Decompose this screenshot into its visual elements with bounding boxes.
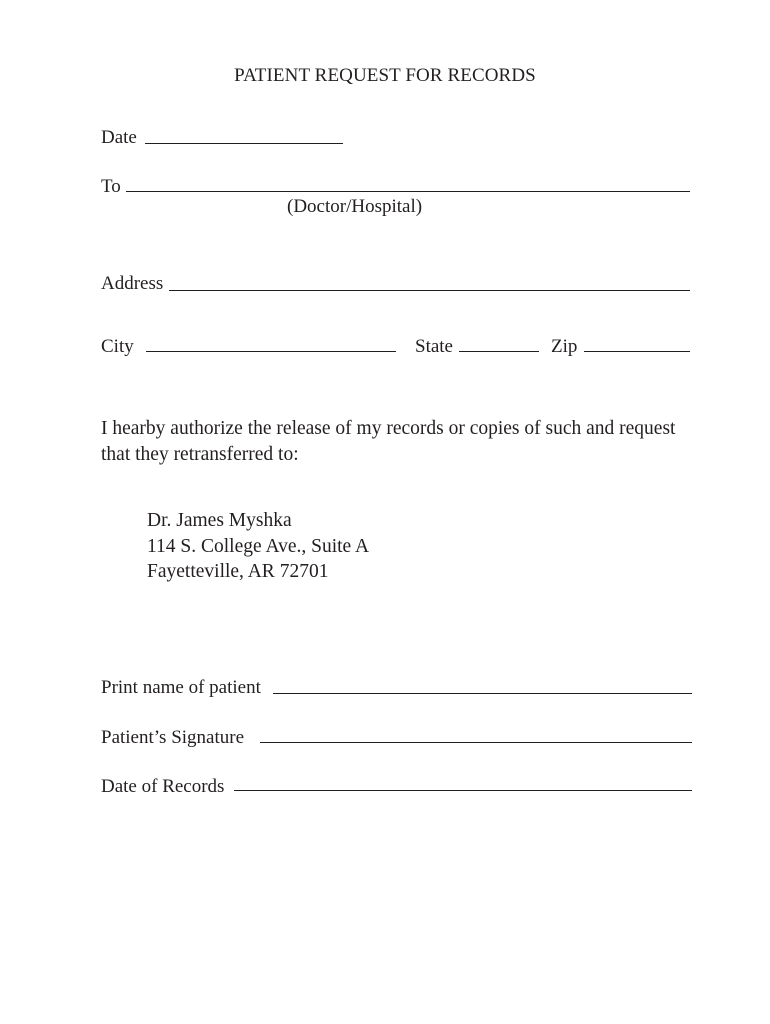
date-of-records-underline bbox=[234, 790, 692, 791]
date-of-records-label: Date of Records bbox=[101, 776, 225, 797]
recipient-street: 114 S. College Ave., Suite A bbox=[147, 535, 370, 557]
signature-underline bbox=[260, 742, 692, 743]
authorization-paragraph bbox=[101, 416, 701, 468]
city-label: City bbox=[101, 336, 134, 357]
authorization-line-2: that they retransferred to: bbox=[101, 444, 299, 465]
zip-field[interactable] bbox=[584, 330, 690, 352]
signature-label: Patient’s Signature bbox=[101, 727, 245, 748]
to-label: To bbox=[101, 176, 121, 197]
print-name-label: Print name of patient bbox=[101, 677, 261, 698]
to-caption: (Doctor/Hospital) bbox=[287, 196, 423, 217]
state-label: State bbox=[415, 336, 453, 357]
signature-field[interactable] bbox=[260, 721, 692, 743]
date-of-records-field[interactable] bbox=[234, 770, 692, 792]
to-field[interactable] bbox=[126, 170, 690, 192]
zip-label: Zip bbox=[551, 336, 578, 357]
city-underline bbox=[146, 351, 396, 352]
address-underline bbox=[169, 290, 690, 291]
recipient-city-state-zip: Fayetteville, AR 72701 bbox=[147, 561, 329, 582]
address-label: Address bbox=[101, 273, 164, 294]
zip-underline bbox=[584, 351, 690, 352]
print-name-underline bbox=[273, 693, 692, 694]
date-label: Date bbox=[101, 127, 137, 148]
authorization-line-1: I hearby authorize the release of my records or copies of such and request bbox=[101, 418, 676, 439]
document-title: PATIENT REQUEST FOR RECORDS bbox=[234, 65, 536, 86]
to-underline bbox=[126, 191, 690, 192]
city-field[interactable] bbox=[146, 330, 396, 352]
date-underline bbox=[145, 143, 343, 144]
print-name-field[interactable] bbox=[273, 672, 692, 694]
address-field[interactable] bbox=[169, 268, 690, 290]
state-underline bbox=[459, 351, 539, 352]
recipient-address bbox=[147, 508, 369, 585]
recipient-name: Dr. James Myshka bbox=[147, 510, 292, 531]
state-field[interactable] bbox=[459, 330, 539, 352]
